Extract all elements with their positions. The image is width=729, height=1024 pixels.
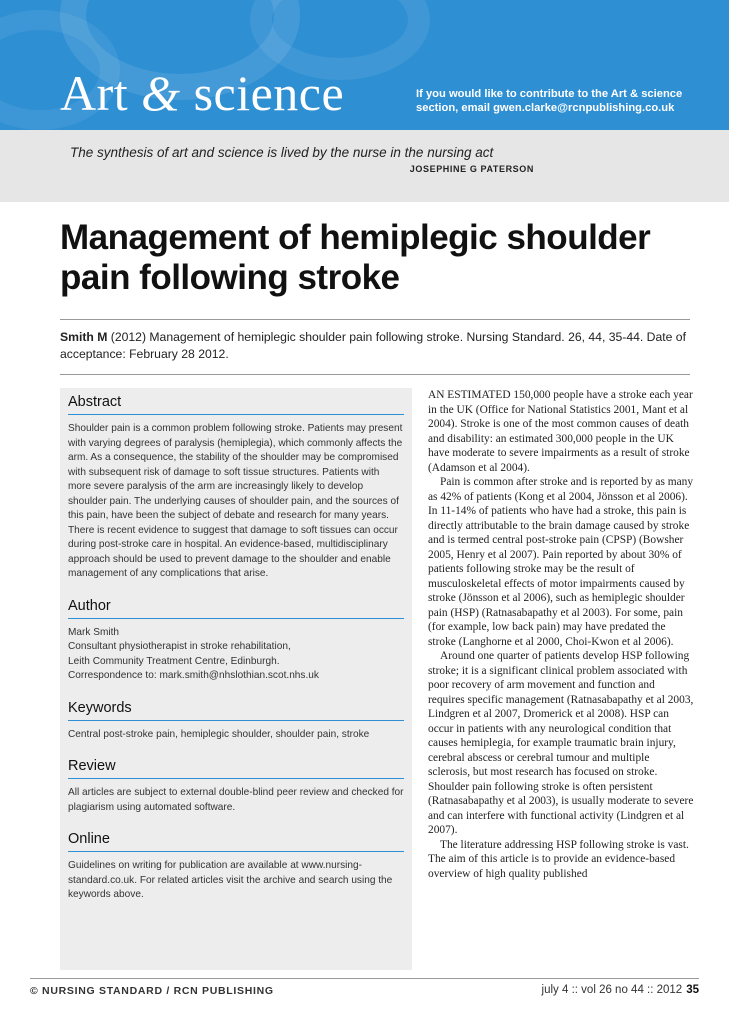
body-paragraph: Around one quarter of patients develop HSP following stroke; it is a significant clinical problem associated with poor recovery of arm movement and function and requires specific management (Ratnasabapathy et al 2003, Lindgren et al 2007, Dromerick et al 2008). HSP can occur in patients with any neurological condition that causes hemiplegia, for example traumatic brain injury, cerebral abscess or cerebral tumour and multiple sclerosis, but most research has focused on stroke. Shoulder pain following stroke is often persistent (Ratnasabapathy et al 2003), is usually moderate to severe and can interfere with functional activity (Lindgren et al 2007). — [428, 650, 694, 836]
keywords-heading: Keywords — [68, 699, 132, 716]
body-paragraph: Pain is common after stroke and is reported by as many as 42% of patients (Kong et al 2004, Jönsson et al 2006). In 11-14% of patients who have had a stroke, this pain is directly attributable to the brain damage caused by stroke and is termed central post-stroke pain (CPSP) (Bowsher 2005, Henry et al 2007). Pain reported by about 30% of patients following stroke may be the result of musculoskeletal effects of motor impairments caused by stroke (Jönsson et al 2006), such as hemiplegic shoulder pain (HSP) (Ratnasabapathy et al 2003). For some, pain (for example, low back pain) may have predated the stroke (Langhorne et al 2000, Choi-Kwon et al 2006). — [428, 476, 694, 648]
heading-rule — [68, 778, 404, 779]
issue-info: july 4 :: vol 26 no 44 :: 2012 — [541, 984, 683, 996]
divider — [60, 374, 690, 375]
article-title: Management of hemiplegic shoulder pain following stroke — [60, 218, 651, 297]
citation — [60, 329, 690, 363]
author-heading: Author — [68, 597, 111, 614]
abstract-text: Shoulder pain is a common problem following stroke. Patients may present with varying degrees of paralysis (hemiplegia), which commonly affects the arm. As a consequence, the stability of the shoulder may be compromised with subsequent risk of damage to soft tissue structures. Patients with more severe paralysis of the arm are increasingly likely to develop shoulder pain. The underlying causes of shoulder pain, and the sources of this pain, have been the subject of debate and research for many years. There is recent evidence to suggest that damage to soft tissues can occur during post-stroke care in hospital. An evidence-based, multidisciplinary approach should be used to prevent damage to the shoulder and enable management of any complications that arise. — [68, 423, 403, 579]
divider — [60, 319, 690, 320]
footer-publisher: © NURSING STANDARD / RCN PUBLISHING — [30, 985, 274, 997]
article-body — [428, 388, 694, 881]
footer-issue — [542, 984, 699, 996]
header-band — [0, 0, 729, 130]
author-place: Leith Community Treatment Centre, Edinburgh. — [68, 655, 280, 667]
heading-rule — [68, 414, 404, 415]
keywords-section — [68, 694, 404, 743]
author-role: Consultant physiotherapist in stroke rehabilitation, — [68, 641, 291, 652]
page-number: 35 — [686, 984, 699, 996]
author-correspondence: Correspondence to: mark.smith@nhslothian.scot.nhs.uk — [68, 670, 319, 681]
keywords-text: Central post-stroke pain, hemiplegic shoulder, shoulder pain, stroke — [68, 728, 370, 740]
section-title-art: Art — [60, 65, 129, 121]
footer-rule — [30, 978, 699, 979]
contribute-note: If you would like to contribute to the Art & science section, email gwen.clarke@rcnpublishing.co.uk — [416, 88, 683, 114]
online-heading: Online — [68, 831, 110, 847]
section-title — [60, 64, 344, 122]
body-paragraph: AN ESTIMATED 150,000 people have a stroke each year in the UK (Office for National Statistics 2001, Mant et al 2004). Stroke is one of the most common causes of death and disability: an estimated 300,000 people in the UK have moderate to severe impairments as a result of stroke (Adamson et al 2004). — [428, 389, 693, 474]
section-title-science: science — [193, 65, 345, 121]
heading-rule — [68, 851, 404, 852]
quote-author: JOSEPHINE G PATERSON — [409, 164, 534, 174]
citation-author: Smith M — [60, 330, 108, 344]
review-heading: Review — [68, 758, 116, 774]
citation-details: (2012) Management of hemiplegic shoulder pain following stroke. Nursing Standard. 26, 44, 35-44. Date of acceptance: February 28 2012. — [60, 330, 686, 361]
online-section — [68, 825, 404, 903]
heading-rule — [68, 720, 404, 721]
abstract-section — [68, 388, 404, 582]
author-name: Mark Smith — [68, 626, 120, 638]
quote-band — [0, 130, 729, 202]
online-text: Guidelines on writing for publication are available at www.nursing-standard.co.uk. For related articles visit the archive and search using the keywords above. — [68, 860, 393, 900]
abstract-heading: Abstract — [68, 394, 122, 410]
review-section — [68, 752, 404, 815]
section-title-ampersand: & — [141, 65, 181, 121]
body-paragraph: The literature addressing HSP following stroke is vast. The aim of this article is to provide an evidence-based overview of high quality published — [428, 838, 689, 880]
review-text: All articles are subject to external double-blind peer review and checked for plagiarism using automated software. — [68, 787, 404, 813]
author-section — [68, 592, 404, 684]
section-quote: The synthesis of art and science is lived by the nurse in the nursing act — [70, 145, 494, 160]
heading-rule — [68, 618, 404, 619]
info-sidebar — [60, 388, 412, 970]
